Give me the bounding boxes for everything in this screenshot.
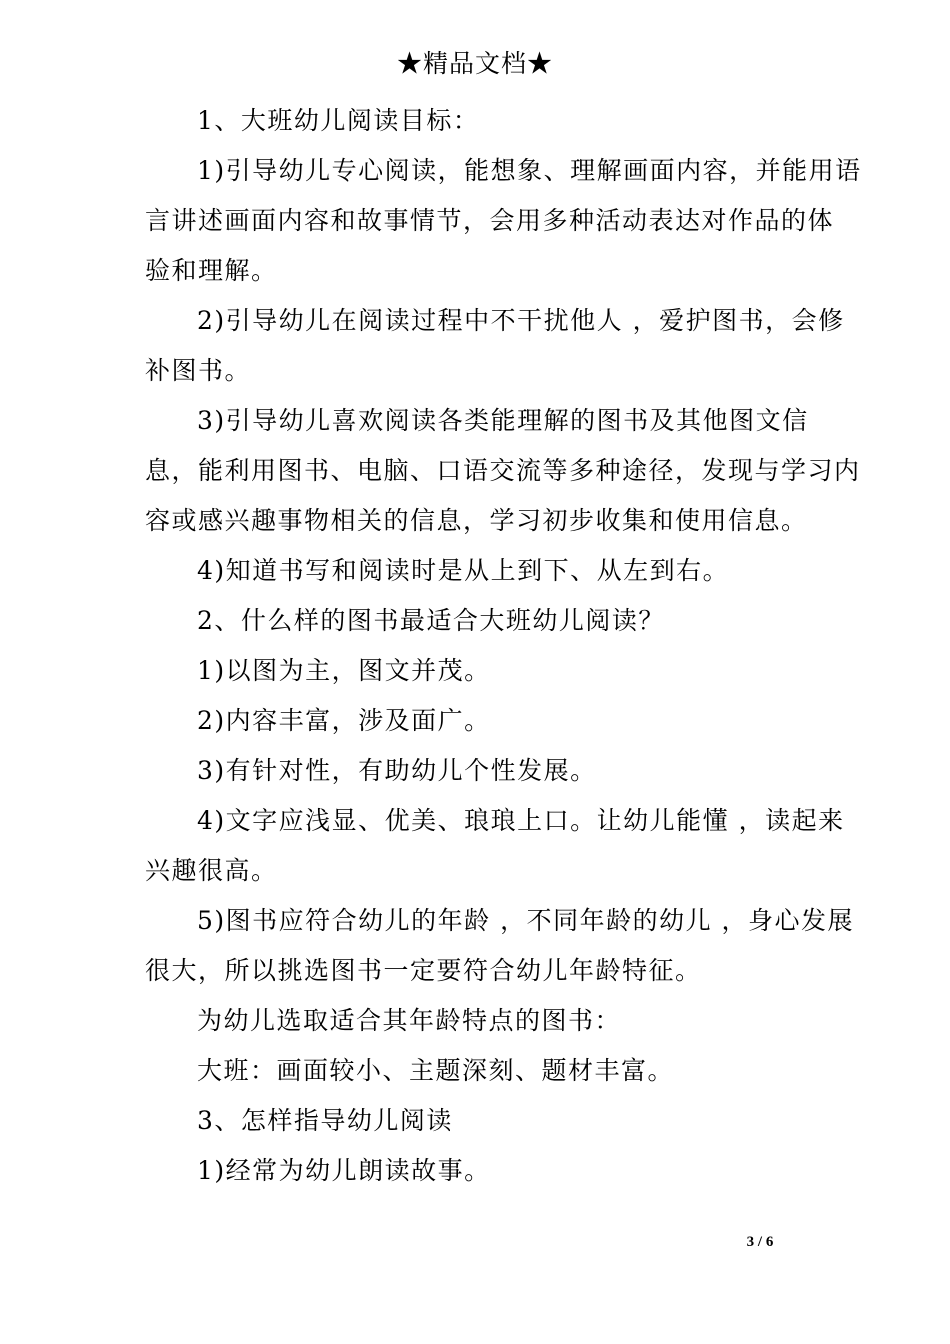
text-line: 3)有针对性，有助幼儿个性发展。 <box>197 756 597 785</box>
text-line: 言讲述画面内容和故事情节，会用多种活动表达对作品的体 <box>145 206 835 235</box>
text-line: 2)内容丰富，涉及面广。 <box>197 706 491 735</box>
text-line: 1)经常为幼儿朗读故事。 <box>197 1156 491 1185</box>
text-line: 2)引导幼儿在阅读过程中不干扰他人 ，爱护图书，会修 <box>197 306 845 335</box>
text-line: 5)图书应符合幼儿的年龄 ，不同年龄的幼儿 ，身心发展 <box>197 906 855 935</box>
text-line: 验和理解。 <box>145 256 278 285</box>
text-line: 息，能利用图书、电脑、口语交流等多种途径，发现与学习内 <box>145 456 861 485</box>
text-line: 3)引导幼儿喜欢阅读各类能理解的图书及其他图文信 <box>197 406 809 435</box>
text-line: 为幼儿选取适合其年龄特点的图书： <box>197 1006 622 1035</box>
text-line: 2、什么样的图书最适合大班幼儿阅读？ <box>197 606 665 635</box>
page-number: 3 / 6 <box>746 1234 774 1250</box>
text-line: 很大，所以挑选图书一定要符合幼儿年龄特征。 <box>145 956 702 985</box>
text-block <box>145 96 862 1196</box>
text-line: 3、怎样指导幼儿阅读 <box>197 1106 453 1135</box>
text-line: 1)引导幼儿专心阅读，能想象、理解画面内容，并能用语 <box>197 156 862 185</box>
text-line: 大班：画面较小、主题深刻、题材丰富。 <box>197 1056 675 1085</box>
document-body <box>145 96 862 1196</box>
text-line: 容或感兴趣事物相关的信息，学习初步收集和使用信息。 <box>145 506 808 535</box>
text-line: 4)知道书写和阅读时是从上到下、从左到右。 <box>197 556 730 585</box>
text-line: 1、大班幼儿阅读目标： <box>197 106 480 135</box>
text-line: 1)以图为主，图文并茂。 <box>197 656 491 685</box>
document-header-title: ★精品文档★ <box>396 49 553 78</box>
text-line: 4)文字应浅显、优美、琅琅上口。让幼儿能懂 ，读起来 <box>197 806 845 835</box>
text-line: 兴趣很高。 <box>145 856 278 885</box>
text-line: 补图书。 <box>145 356 252 385</box>
